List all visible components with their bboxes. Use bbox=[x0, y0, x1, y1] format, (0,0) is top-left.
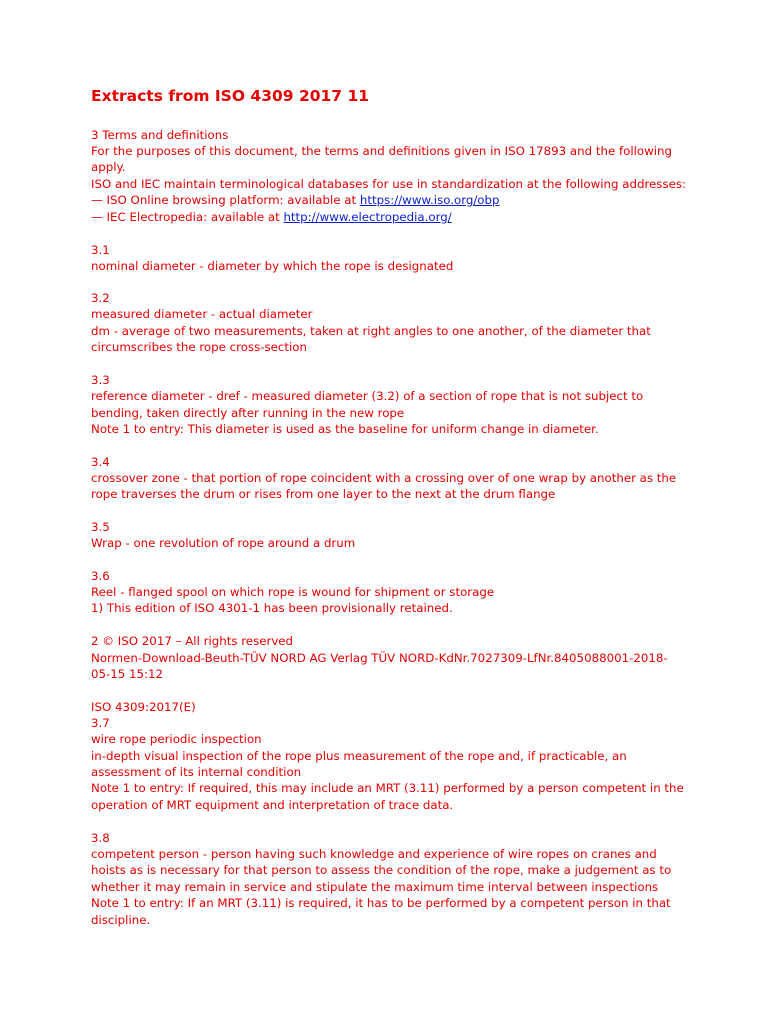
term-definition: rope traverses the drum or rises from one layer to the next at the drum flange bbox=[91, 487, 556, 501]
term-number: 3.8 bbox=[91, 831, 110, 845]
term-definition: Wrap - one revolution of rope around a drum bbox=[91, 536, 356, 550]
electropedia-link[interactable]: http://www.electropedia.org/ bbox=[283, 210, 452, 224]
term-definition: Reel - flanged spool on which rope is wound for shipment or storage bbox=[91, 585, 495, 599]
term-number: 3.5 bbox=[91, 520, 110, 534]
term-definition: bending, taken directly after running in the new rope bbox=[91, 406, 405, 420]
download-watermark: Normen-Download-Beuth-TÜV NORD AG Verlag TÜV NORD-KdNr.7027309-LfNr.8405088001-2018- bbox=[91, 651, 668, 665]
term-definition: crossover zone - that portion of rope coincident with a crossing over of one wrap by another as the bbox=[91, 471, 677, 485]
download-watermark: 05-15 15:12 bbox=[91, 667, 164, 681]
term-number: 3.6 bbox=[91, 569, 110, 583]
term-number: 3.3 bbox=[91, 373, 110, 387]
footnote: 1) This edition of ISO 4301-1 has been provisionally retained. bbox=[91, 601, 453, 615]
intro-line: apply. bbox=[91, 160, 126, 174]
running-header: ISO 4309:2017(E) bbox=[91, 700, 196, 714]
term-note: Note 1 to entry: If an MRT (3.11) is required, it has to be performed by a competent person in that bbox=[91, 896, 671, 910]
iso-obp-link[interactable]: https://www.iso.org/obp bbox=[359, 193, 500, 207]
term-definition: measured diameter - actual diameter bbox=[91, 307, 313, 321]
intro-line: For the purposes of this document, the terms and definitions given in ISO 17893 and the following bbox=[91, 144, 673, 158]
term-number: 3.2 bbox=[91, 291, 110, 305]
term-note: discipline. bbox=[91, 913, 151, 927]
term-definition: whether it may remain in service and stipulate the maximum time interval between inspections bbox=[91, 880, 659, 894]
term-note: Note 1 to entry: If required, this may include an MRT (3.11) performed by a person competent in the bbox=[91, 781, 684, 795]
term-definition: competent person - person having such knowledge and experience of wire ropes on cranes and bbox=[91, 847, 657, 861]
term-definition: in-depth visual inspection of the rope plus measurement of the rope and, if practicable, an bbox=[91, 749, 627, 763]
term-definition: dm - average of two measurements, taken at right angles to one another, of the diameter that bbox=[91, 324, 651, 338]
term-note: Note 1 to entry: This diameter is used as the baseline for uniform change in diameter. bbox=[91, 422, 599, 436]
iso-obp-line bbox=[91, 192, 500, 208]
term-note: operation of MRT equipment and interpretation of trace data. bbox=[91, 798, 454, 812]
section-heading: 3 Terms and definitions bbox=[91, 128, 229, 142]
intro-line: ISO and IEC maintain terminological databases for use in standardization at the following addresses: bbox=[91, 177, 686, 191]
term-definition: hoists as is necessary for that person to assess the condition of the rope, make a judgement as to bbox=[91, 863, 672, 877]
term-definition: wire rope periodic inspection bbox=[91, 732, 262, 746]
term-definition: nominal diameter - diameter by which the rope is designated bbox=[91, 259, 454, 273]
term-number: 3.7 bbox=[91, 716, 110, 730]
term-definition: circumscribes the rope cross-section bbox=[91, 340, 307, 354]
term-definition: reference diameter - dref - measured diameter (3.2) of a section of rope that is not subject to bbox=[91, 389, 644, 403]
iso-obp-label: — ISO Online browsing platform: available at bbox=[91, 193, 360, 207]
term-definition: assessment of its internal condition bbox=[91, 765, 302, 779]
term-number: 3.4 bbox=[91, 455, 110, 469]
term-number: 3.1 bbox=[91, 243, 110, 257]
electropedia-line bbox=[91, 209, 452, 225]
copyright-line: 2 © ISO 2017 – All rights reserved bbox=[91, 634, 294, 648]
document-title: Extracts from ISO 4309 2017 11 bbox=[91, 87, 370, 105]
electropedia-label: — IEC Electropedia: available at bbox=[91, 210, 284, 224]
